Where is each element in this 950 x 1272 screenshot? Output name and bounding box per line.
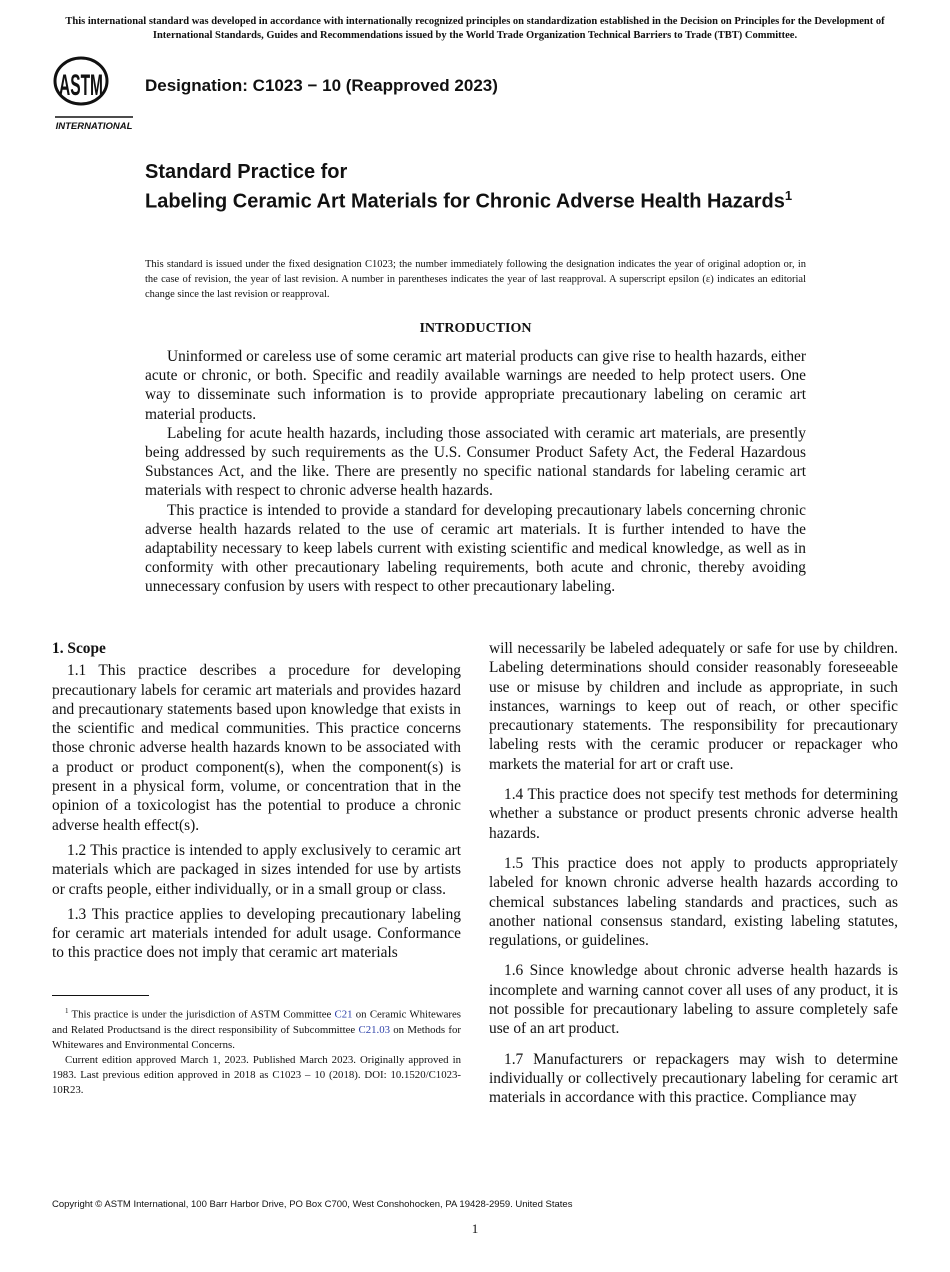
astm-logo [53, 55, 135, 133]
document-title [145, 160, 845, 214]
issued-note: This standard is issued under the fixed designation C1023; the number immediately following the designation indicates the year of original adoption or, in the case of revision, the year of last revision. A number in parentheses indicates the year of last reapproval. A superscript epsilon (ε) indicates an editorial change since the last revision or reapproval. [145, 259, 806, 300]
footnote-edition: Current edition approved March 1, 2023. Published March 2023. Originally approved in 1983. Last previous edition approved in 2018 as C1023 – 10 (2018). DOI: 10.1520/C1023-10R23. [52, 1053, 461, 1096]
section-paragraph: 1.3 This practice applies to developing precautionary labeling for ceramic art materials intended for adult usage. Conformance to this practice does not imply that ceramic art materials [52, 905, 461, 962]
section-paragraph: 1.6 Since knowledge about chronic adverse health hazards is incomplete and warning cannot cover all uses of any product, it is not possible for precautionary labeling to assure completely safe use of an art product. [489, 962, 898, 1038]
intro-paragraph: This practice is intended to provide a standard for developing precautionary labels concerning chronic adverse health hazards related to the use of ceramic art materials. It is further intended to have the adaptability necessary to keep labels current with existing scientific and medical knowledge, as well as in conformity with other precautionary labeling requirements, both acute and chronic, thereby avoiding unnecessary confusion by users with respect to other precautionary labeling. [145, 501, 806, 596]
copyright: Copyright © ASTM International, 100 Barr Harbor Drive, PO Box C700, West Conshohocken, PA 19428-2959. United States [52, 1199, 573, 1210]
left-column [52, 639, 461, 969]
introduction-body [145, 347, 806, 597]
footnote-divider [52, 995, 149, 996]
scope-heading: 1. Scope [52, 640, 106, 657]
introduction-heading: INTRODUCTION [419, 321, 532, 336]
title-line-1: Standard Practice for [145, 161, 348, 183]
subcommittee-link[interactable]: C21.03 [358, 1023, 390, 1036]
section-paragraph-continued: will necessarily be labeled adequately or safe for use by children. Labeling determinations should consider reasonably foreseeable use or misuse by children and include as appropriate, in such instances, warnings to keep out of reach, or other specific precautionary statements. The responsibility for precautionary labeling rests with the ceramic producer or repackager who markets the material for art or craft use. [489, 640, 898, 773]
title-line-2: Labeling Ceramic Art Materials for Chronic Adverse Health Hazards$^1$ [145, 188, 793, 213]
intro-paragraph: Uninformed or careless use of some ceramic art material products can give rise to health hazards, either acute or chronic, or both. Specific and readily available warnings are needed to help protect users. One way to disseminate such information is to provide appropriate precautionary labeling on ceramic art material products. [145, 348, 806, 423]
footnote [52, 1004, 461, 1098]
section-paragraph: 1.5 This practice does not apply to products appropriately labeled for known chronic adverse health hazards according to chemical substances labeling standards and practices, such as another national consensus standard, existing labeling statutes, regulations, or guidelines. [489, 854, 898, 950]
intro-paragraph: Labeling for acute health hazards, including those associated with ceramic art materials, are presently being addressed by such requirements as the U.S. Consumer Product Safety Act, the Federal Hazardous Substances Act, and the like. There are presently no specific national standards for labeling ceramic art materials with respect to chronic adverse health hazards. [145, 424, 806, 500]
section-paragraph: 1.7 Manufacturers or repackagers may wish to determine individually or collectively precautionary labeling for ceramic art materials in accordance with this practice. Compliance may [489, 1050, 898, 1107]
tbt-notice: This international standard was developed in accordance with internationally recognized principles on standardization established in the Decision on Principles for the Development of International Standards, Guides and Recommendations issued by the World Trade Organization Technical Barriers to Trade (TBT) Committee. [65, 16, 885, 41]
svg-text:INTERNATIONAL: INTERNATIONAL [55, 121, 133, 132]
footnote-jurisdiction: $^1$ This practice is under the jurisdiction of ASTM Committee C21 on Ceramic Whitewares and Related Productsand is the direct responsibility of Subcommittee C21.03 on Methods for Whitewares and Environmental Concerns. [52, 1007, 461, 1051]
section-paragraph: 1.2 This practice is intended to apply exclusively to ceramic art materials which are packaged in sizes intended for use by artists or crafts people, either individually, or in a small group or class. [52, 841, 461, 898]
page-number: 1 [471, 1221, 479, 1236]
designation: Designation: C1023 − 10 (Reapproved 2023) [145, 76, 498, 95]
right-column [489, 639, 898, 1114]
section-paragraph: 1.1 This practice describes a procedure for developing precautionary labels for ceramic art materials and provides hazard and precautionary statements based upon knowledge that exists in the scientific and medical communities. This practice concerns those chronic adverse health hazards known to be associated with a product or product component(s), when the component(s) is present in a physical form, volume, or concentration that in the opinion of a toxicologist has the potential to produce a chronic adverse health effect(s). [52, 662, 461, 834]
svg-text:ASTM: ASTM [59, 69, 103, 102]
section-paragraph: 1.4 This practice does not specify test methods for determining whether a substance or product presents chronic adverse health hazards. [489, 786, 898, 842]
committee-link[interactable]: C21 [334, 1008, 353, 1021]
title-footnote-mark: 1 [784, 188, 793, 203]
